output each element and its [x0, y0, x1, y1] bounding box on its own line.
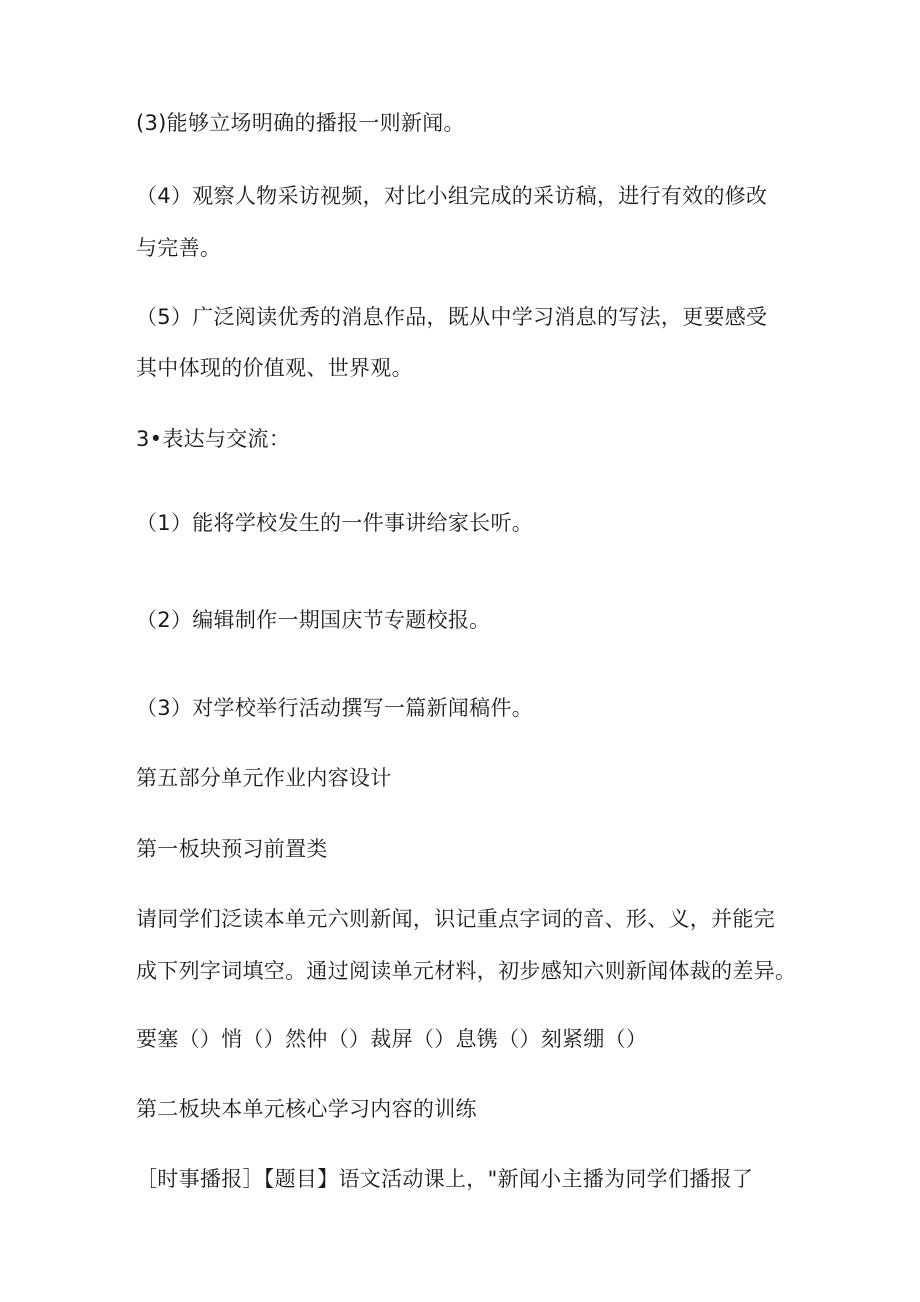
- block-one-paragraph-line-1: 请同学们泛读本单元六则新闻，识记重点字词的音、形、义，并能完: [136, 907, 775, 931]
- objective-5-line-2: 其中体现的价值观、世界观。: [136, 356, 413, 380]
- expression-item-3: （3）对学校举行活动撰写一篇新闻稿件。: [136, 696, 534, 720]
- block-one-heading: 第一板块预习前置类: [136, 837, 328, 861]
- news-broadcast-question-line: ［时事播报］【题目】语文活动课上，"新闻小主播为同学们播报了: [136, 1167, 754, 1191]
- objective-4-line-2: 与完善。: [136, 236, 222, 260]
- section-heading-expression: 3•表达与交流：: [136, 427, 291, 451]
- block-one-paragraph-line-2: 成下列字词填空。通过阅读单元材料，初步感知六则新闻体裁的差异。: [136, 959, 797, 983]
- word-fill-blank-line: 要塞（）悄（）然仲（）裁屏（）息镌（）刻紧绷（）: [136, 1027, 648, 1051]
- expression-item-2: （2）编辑制作一期国庆节专题校报。: [136, 608, 491, 632]
- part-five-heading: 第五部分单元作业内容设计: [136, 766, 392, 790]
- block-two-heading: 第二板块本单元核心学习内容的训练: [136, 1097, 477, 1121]
- objective-4-line-1: （4）观察人物采访视频，对比小组完成的采访稿，进行有效的修改: [136, 184, 768, 208]
- objective-5-line-1: （5）广泛阅读优秀的消息作品，既从中学习消息的写法，更要感受: [136, 305, 768, 329]
- objective-3-line: (3)能够立场明确的播报一则新闻。: [136, 111, 465, 135]
- expression-item-1: （1）能将学校发生的一件事讲给家长听。: [136, 511, 534, 535]
